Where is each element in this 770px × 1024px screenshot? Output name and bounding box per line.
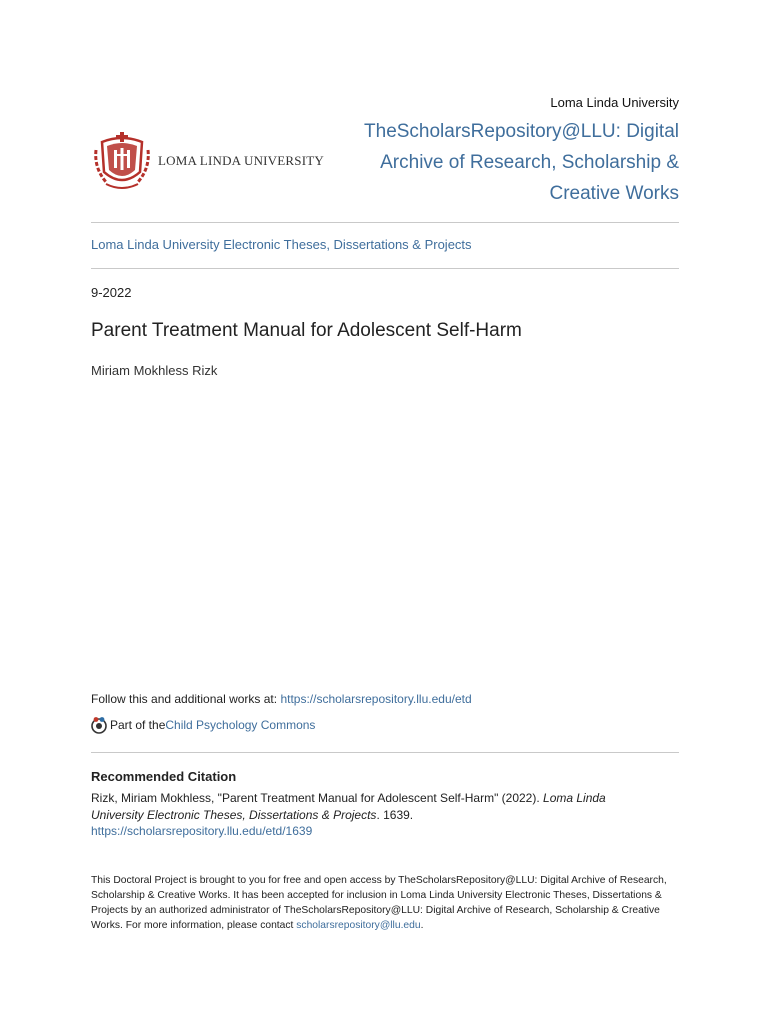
digital-commons-network-icon[interactable] — [91, 716, 107, 734]
divider — [91, 268, 679, 269]
contact-email-link[interactable]: scholarsrepository@llu.edu — [296, 920, 421, 931]
part-of-label: Part of the — [110, 718, 166, 732]
follow-line — [91, 692, 472, 706]
repository-title-link[interactable]: TheScholarsRepository@LLU: Digital Archive of Research, Scholarship & Creative Works — [364, 121, 679, 204]
citation-heading: Recommended Citation — [91, 769, 237, 784]
footer-end: . — [420, 920, 424, 931]
citation-number: . 1639. — [376, 807, 414, 822]
footer-notice — [91, 873, 681, 933]
citation-text: Rizk, Miriam Mokhless, "Parent Treatment Manual for Adolescent Self-Harm" (2022). — [91, 791, 544, 805]
citation-url-link[interactable]: https://scholarsrepository.llu.edu/etd/1639 — [91, 824, 313, 838]
university-logo[interactable] — [92, 128, 324, 194]
logo-text: LOMA LINDA UNIVERSITY — [158, 153, 324, 168]
part-of-line — [91, 716, 315, 734]
document-title: Parent Treatment Manual for Adolescent Self-Harm — [91, 320, 522, 341]
child-psychology-commons-link[interactable]: Child Psychology Commons — [165, 718, 316, 732]
divider — [91, 752, 679, 753]
collection-link[interactable]: Loma Linda University Electronic Theses, Dissertations & Projects — [91, 237, 472, 252]
footer-text: This Doctoral Project is brought to you for free and open access by TheScholarsRepository@LLU: Digital Archive of Research, Scholarship & Creative Works. It has been accepted for inclusion in Loma Linda University Electronic Theses, Dissertations & Projects by an authorized administrator of TheScholarsRepository@LLU: Digital Archive of Research, Scholarship & Creative Works. For more information, please contact — [91, 875, 667, 931]
author-name: Miriam Mokhless Rizk — [91, 363, 218, 378]
citation-series: Loma Linda University Electronic Theses, Dissertations & Projects — [91, 791, 606, 822]
citation-body — [91, 790, 651, 840]
divider — [91, 222, 679, 223]
follow-label: Follow this and additional works at: — [91, 692, 281, 706]
publication-date: 9-2022 — [91, 285, 132, 300]
follow-url-link[interactable]: https://scholarsrepository.llu.edu/etd — [280, 692, 472, 706]
institution-name: Loma Linda University — [550, 95, 679, 110]
university-seal-icon — [92, 128, 152, 194]
